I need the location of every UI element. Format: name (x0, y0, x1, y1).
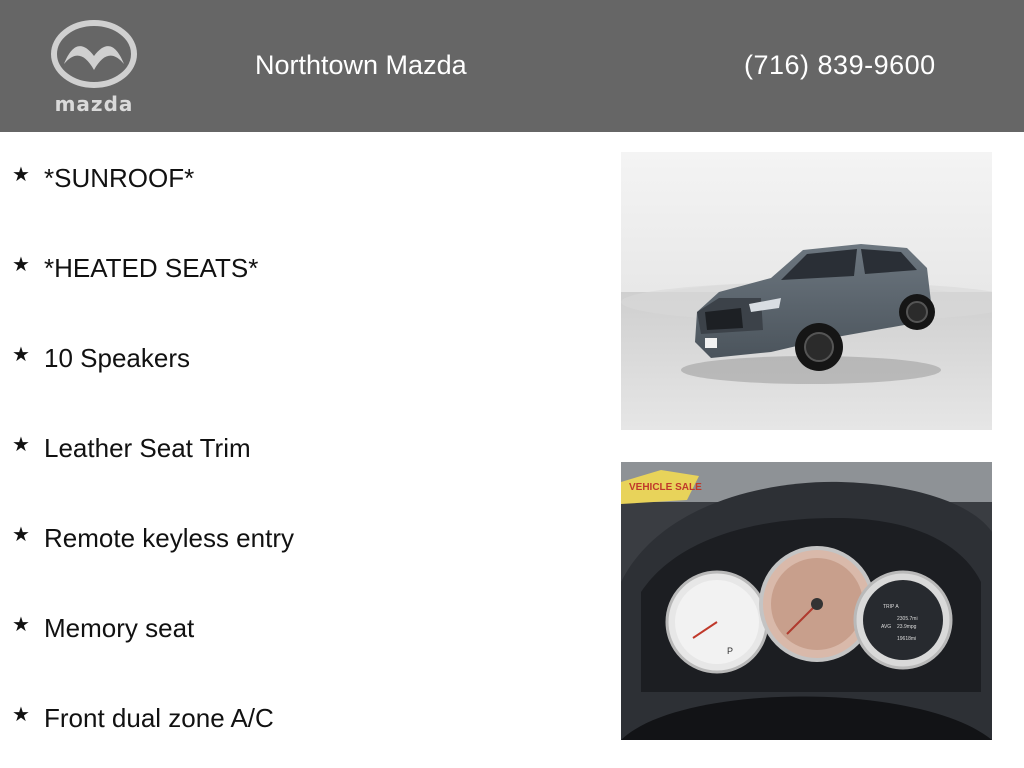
feature-label: 10 Speakers (44, 342, 190, 373)
cluster-odometer-value: 19618mi (897, 636, 917, 642)
dealer-name: Northtown Mazda (255, 50, 467, 80)
star-icon: ★ (12, 254, 30, 276)
cluster-trip-value: 2305.7mi (897, 616, 918, 622)
feature-label: Front dual zone A/C (44, 702, 274, 733)
mazda-logo (42, 18, 146, 116)
vehicle-image (621, 152, 992, 430)
feature-item (12, 518, 572, 558)
feature-item (12, 158, 572, 198)
star-icon: ★ (12, 614, 30, 636)
cluster-economy-value: 23.9mpg (897, 624, 917, 630)
star-icon: ★ (12, 344, 30, 366)
cluster-gear: P (727, 646, 734, 656)
feature-item (12, 428, 572, 468)
feature-item (12, 248, 572, 288)
feature-label: Memory seat (44, 612, 195, 643)
vehicle-photo[interactable] (621, 152, 992, 430)
star-icon: ★ (12, 434, 30, 456)
brand-wordmark: mazda (54, 92, 134, 116)
star-icon: ★ (12, 164, 30, 186)
dealer-phone[interactable]: (716) 839-9600 (744, 50, 936, 80)
mazda-emblem-icon (42, 18, 146, 88)
feature-label: Leather Seat Trim (44, 432, 251, 463)
star-icon: ★ (12, 524, 30, 546)
feature-label: Remote keyless entry (44, 522, 294, 553)
star-icon: ★ (12, 704, 30, 726)
instrument-cluster-photo[interactable] (621, 462, 992, 740)
feature-item (12, 608, 572, 648)
cluster-trip-label: TRIP A (883, 604, 899, 610)
page-header (0, 0, 1024, 132)
cluster-image (621, 462, 992, 740)
feature-item (12, 338, 572, 378)
feature-label: *HEATED SEATS* (44, 252, 259, 283)
cluster-sign-text: VEHICLE SALE (629, 482, 702, 493)
feature-item (12, 698, 572, 738)
cluster-economy-label: AVG (881, 624, 892, 630)
feature-label: *SUNROOF* (44, 162, 195, 193)
